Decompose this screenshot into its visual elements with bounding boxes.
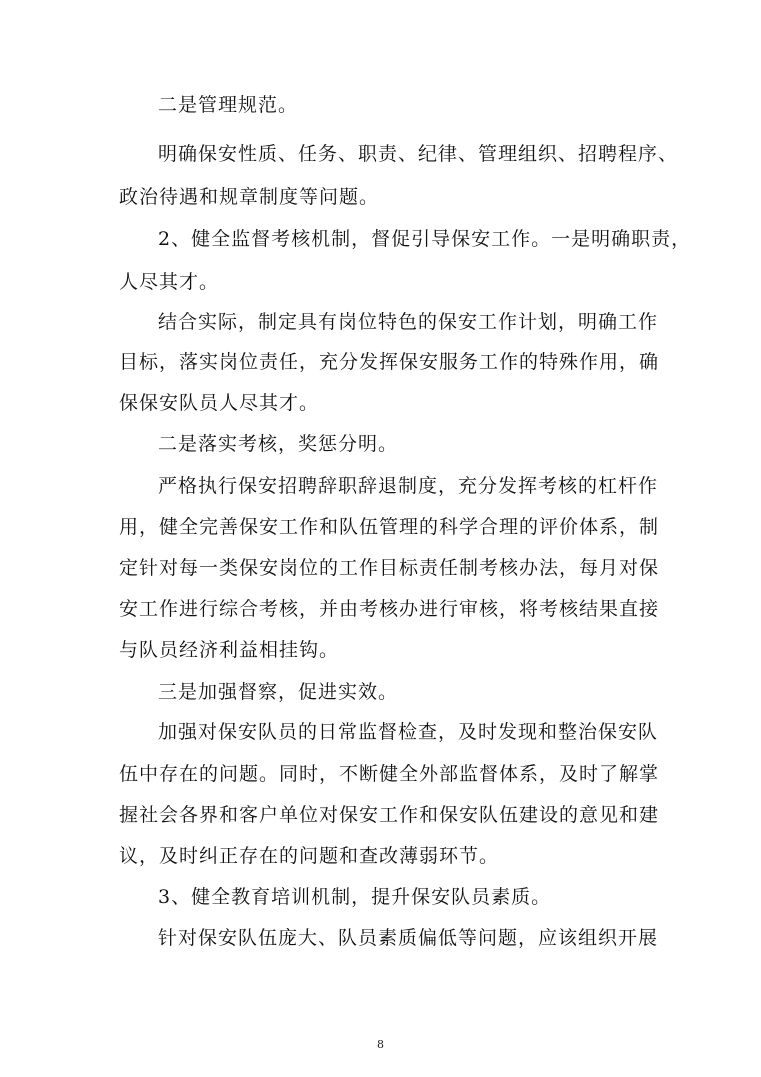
text-line: 2、健全监督考核机制，督促引导保安工作。一是明确职责， (158, 228, 692, 250)
text-line: 政治待遇和规章制度等问题。 (119, 186, 380, 208)
text-line: 三是加强督察，促进实效。 (158, 681, 399, 703)
text-line: 用，健全完善保安工作和队伍管理的科学合理的评价体系，制 (119, 516, 660, 538)
text-line: 结合实际，制定具有岗位特色的保安工作计划，明确工作 (158, 311, 659, 333)
page-number: 8 (377, 1038, 384, 1051)
text-line: 3、健全教育培训机制，提升保安队员素质。 (158, 886, 552, 908)
text-line: 目标，落实岗位责任，充分发挥保安服务工作的特殊作用，确 (119, 351, 660, 373)
text-line: 明确保安性质、任务、职责、纪律、管理组织、招聘程序、 (158, 143, 679, 165)
text-line: 伍中存在的问题。同时，不断健全外部监督体系，及时了解掌 (119, 763, 660, 785)
text-line: 针对保安队伍庞大、队员素质偏低等问题，应该组织开展 (158, 927, 659, 949)
text-line: 议，及时纠正存在的问题和查改薄弱环节。 (119, 845, 500, 867)
text-line: 二是落实考核，奖惩分明。 (158, 433, 399, 455)
text-line: 人尽其才。 (119, 271, 220, 293)
text-line: 加强对保安队员的日常监督检查，及时发现和整治保安队 (158, 721, 659, 743)
text-line: 二是管理规范。 (158, 94, 299, 116)
text-line: 握社会各界和客户单位对保安工作和保安队伍建设的意见和建 (119, 804, 660, 826)
text-line: 安工作进行综合考核，并由考核办进行审核，将考核结果直接 (119, 598, 660, 620)
text-line: 保保安队员人尽其才。 (119, 392, 320, 414)
text-line: 与队员经济利益相挂钩。 (119, 639, 340, 661)
text-line: 严格执行保安招聘辞职辞退制度，充分发挥考核的杠杆作 (158, 475, 659, 497)
text-line: 定针对每一类保安岗位的工作目标责任制考核办法，每月对保 (119, 557, 660, 579)
